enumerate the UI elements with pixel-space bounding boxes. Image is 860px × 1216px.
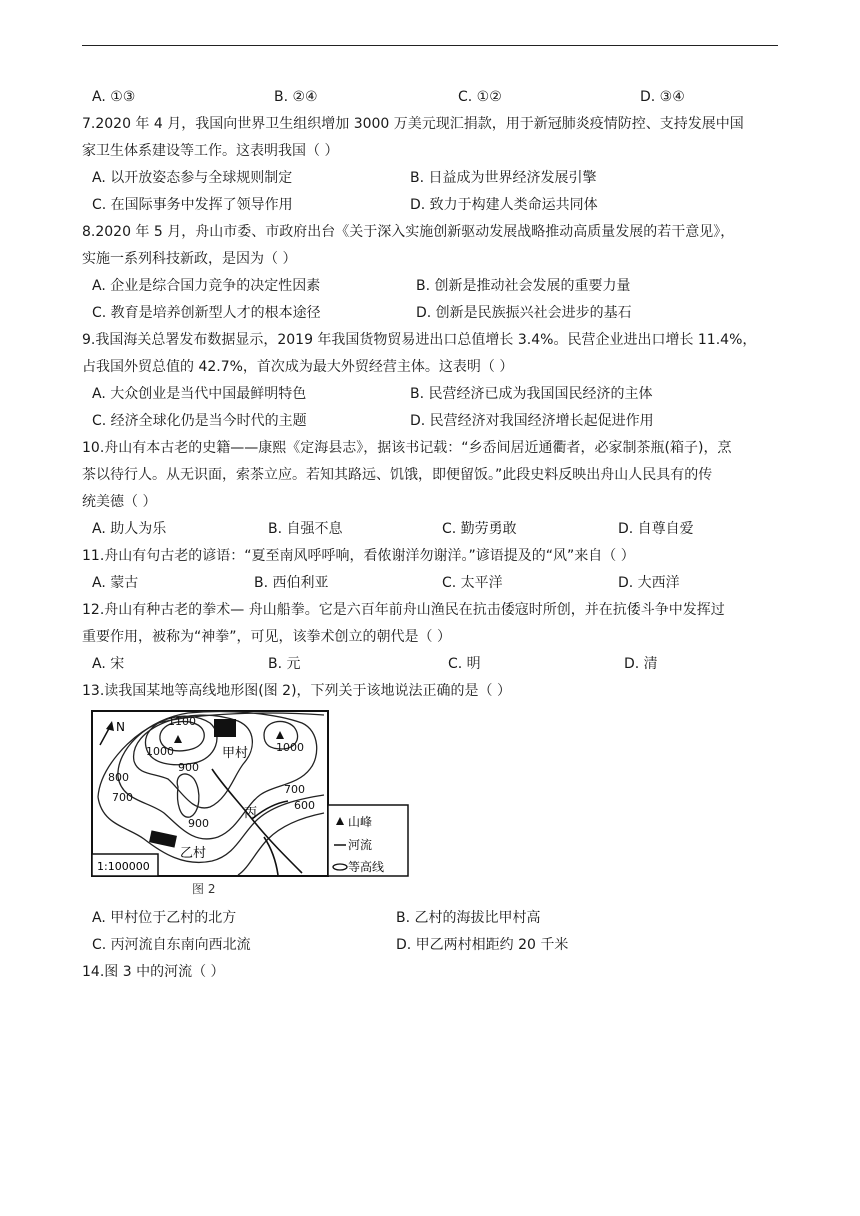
q6-option-b: B. ②④	[274, 89, 318, 105]
legend-peak-label: 山峰	[348, 815, 373, 829]
q10-options	[82, 516, 782, 543]
q7-options-row1	[82, 165, 782, 192]
q11-option-c: C. 太平洋	[442, 575, 503, 591]
river-name-label: 丙	[244, 806, 258, 821]
village-b-label: 乙村	[180, 846, 207, 861]
q12-options	[82, 651, 782, 678]
q14-stem-line1: 14.图 3 中的河流（ ）	[82, 964, 225, 980]
village-a-marker	[214, 719, 236, 737]
q10-option-b: B. 自强不息	[268, 521, 343, 537]
q9-stem-line1: 9.我国海关总署发布数据显示，2019 年我国货物贸易进出口总值增长 3.4%。民营企业进出口增长 11.4%，	[82, 332, 757, 348]
q11-options	[82, 570, 782, 597]
north-label: N	[116, 720, 125, 734]
q11-option-a: A. 蒙古	[92, 575, 139, 591]
q10-stem-line2: 茶以待行人。从无识面，索茶立应。若知其路远、饥饿，即便留饭。”此段史料反映出舟山人民具有的传	[82, 467, 713, 483]
q10-option-d: D. 自尊自爱	[618, 521, 694, 537]
contour-label-800: 800	[108, 771, 129, 784]
contour-label-600: 600	[294, 799, 315, 812]
q7-stem-line1: 7.2020 年 4 月，我国向世界卫生组织增加 3000 万美元现汇捐款，用于新冠肺炎疫情防控、支持发展中国	[82, 116, 744, 132]
q8-option-d: D. 创新是民族振兴社会进步的基石	[416, 305, 632, 321]
q8-stem-line1: 8.2020 年 5 月，舟山市委、市政府出台《关于深入实施创新驱动发展战略推动高质量发展的若干意见》，	[82, 224, 735, 240]
q12-option-b: B. 元	[268, 656, 301, 672]
q13-option-b: B. 乙村的海拔比甲村高	[396, 910, 541, 926]
q9-option-d: D. 民营经济对我国经济增长起促进作用	[410, 413, 654, 429]
contour-label-1000-west: 1000	[146, 745, 174, 758]
q6-option-d: D. ③④	[640, 89, 685, 105]
q8-options-row1	[82, 273, 782, 300]
q13-options-row2	[82, 932, 782, 959]
q13-stem-line1: 13.读我国某地等高线地形图(图 2)，下列关于该地说法正确的是（ ）	[82, 683, 511, 699]
q9-options-row2	[82, 408, 782, 435]
q13-option-d: D. 甲乙两村相距约 20 千米	[396, 937, 569, 953]
q10-option-c: C. 勤劳勇敢	[442, 521, 517, 537]
q7-option-c: C. 在国际事务中发挥了领导作用	[92, 197, 293, 213]
q7-option-b: B. 日益成为世界经济发展引擎	[410, 170, 597, 186]
q13-option-c: C. 丙河流自东南向西北流	[92, 937, 251, 953]
contour-map	[88, 709, 418, 899]
contour-label-700-east: 700	[284, 783, 305, 796]
q7-option-d: D. 致力于构建人类命运共同体	[410, 197, 598, 213]
contour-label-700-west: 700	[112, 791, 133, 804]
q9-stem-line2: 占我国外贸总值的 42.7%，首次成为最大外贸经营主体。这表明（ ）	[82, 359, 514, 375]
q13-options-row1	[82, 905, 782, 932]
contour-label-900-inner: 900	[188, 817, 209, 830]
q8-stem-line2: 实施一系列科技新政，是因为（ ）	[82, 251, 297, 267]
legend-river-label: 河流	[348, 838, 373, 852]
q10-stem-line1: 10.舟山有本古老的史籍——康熙《定海县志》，据该书记载：“乡岙间居近通衢者，必家制茶瓶(箱子)，烹	[82, 440, 732, 456]
q8-option-b: B. 创新是推动社会发展的重要力量	[416, 278, 631, 294]
q6-option-a: A. ①③	[92, 89, 136, 105]
q12-stem-line1: 12.舟山有种古老的拳术— 舟山船拳。它是六百年前舟山渔民在抗击倭寇时所创，并在抗倭斗争中发挥过	[82, 602, 725, 618]
village-a-label: 甲村	[222, 746, 249, 761]
q8-option-a: A. 企业是综合国力竞争的决定性因素	[92, 278, 321, 294]
q10-stem-line3: 统美德（ ）	[82, 494, 157, 510]
contour-map-figure	[88, 709, 418, 899]
q9-option-a: A. 大众创业是当代中国最鲜明特色	[92, 386, 307, 402]
q7-stem-line2: 家卫生体系建设等工作。这表明我国（ ）	[82, 143, 339, 159]
contour-label-1100: 1100	[168, 715, 196, 728]
q6-option-c: C. ①②	[458, 89, 502, 105]
q12-stem-line2: 重要作用，被称为“神拳”，可见，该拳术创立的朝代是（ ）	[82, 629, 451, 645]
exam-page	[82, 84, 782, 986]
q12-option-d: D. 清	[624, 656, 658, 672]
q9-option-c: C. 经济全球化仍是当今时代的主题	[92, 413, 307, 429]
q10-option-a: A. 助人为乐	[92, 521, 167, 537]
header-rule	[82, 45, 778, 46]
q8-option-c: C. 教育是培养创新型人才的根本途径	[92, 305, 321, 321]
q13-option-a: A. 甲村位于乙村的北方	[92, 910, 237, 926]
q11-option-b: B. 西伯利亚	[254, 575, 329, 591]
q8-options-row2	[82, 300, 782, 327]
q9-options-row1	[82, 381, 782, 408]
q7-option-a: A. 以开放姿态参与全球规则制定	[92, 170, 293, 186]
legend-contour-label: 等高线	[348, 860, 385, 874]
q12-option-c: C. 明	[448, 656, 481, 672]
figure-caption: 图 2	[192, 882, 216, 896]
contour-label-900: 900	[178, 761, 199, 774]
scale-label: 1:100000	[97, 860, 150, 873]
q6-options	[82, 84, 782, 111]
q11-stem-line1: 11.舟山有句古老的谚语：“夏至南风呼呼响，看侬谢洋勿谢洋。”谚语提及的“风”来自（ ）	[82, 548, 635, 564]
contour-label-1000-east: 1000	[276, 741, 304, 754]
q11-option-d: D. 大西洋	[618, 575, 680, 591]
q7-options-row2	[82, 192, 782, 219]
q12-option-a: A. 宋	[92, 656, 125, 672]
q9-option-b: B. 民营经济已成为我国国民经济的主体	[410, 386, 653, 402]
